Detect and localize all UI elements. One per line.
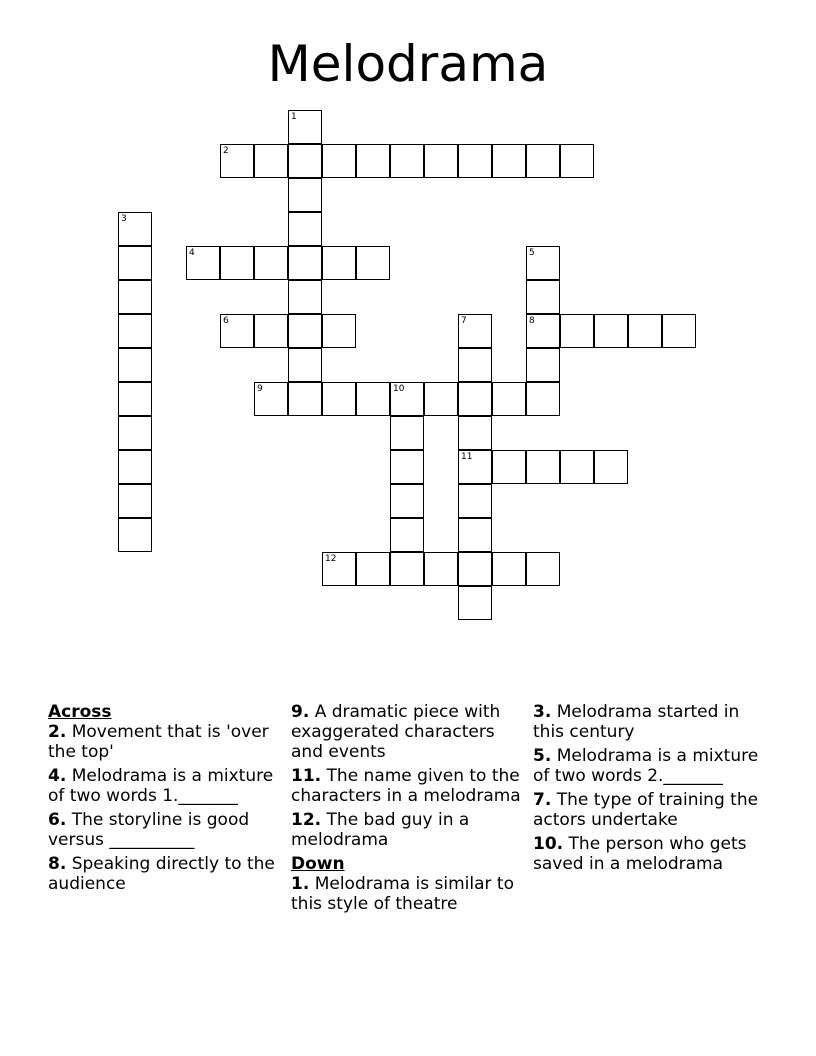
- grid-cell[interactable]: [118, 382, 152, 416]
- grid-cell[interactable]: [322, 314, 356, 348]
- clue-column-1: [48, 702, 280, 898]
- clue-number: 11: [461, 452, 473, 462]
- grid-cell[interactable]: [526, 280, 560, 314]
- clue-across-9: 9. A dramatic piece with exaggerated characters and events: [291, 702, 501, 762]
- grid-cell[interactable]: [390, 144, 424, 178]
- grid-cell[interactable]: [526, 348, 560, 382]
- clue-across-4: 4. Melodrama is a mixture of two words 1._______: [48, 766, 274, 806]
- grid-cell[interactable]: [288, 212, 322, 246]
- grid-cell[interactable]: [390, 552, 424, 586]
- clue-number: 8: [529, 316, 535, 326]
- clue-down-10: 10. The person who gets saved in a melodrama: [533, 834, 747, 874]
- clue-down-1: 1. Melodrama is similar to this style of theatre: [291, 874, 514, 914]
- grid-cell[interactable]: [118, 348, 152, 382]
- grid-cell[interactable]: [458, 144, 492, 178]
- grid-cell[interactable]: [458, 382, 492, 416]
- clue-number: 3: [121, 214, 127, 224]
- clue-number: 10: [393, 384, 405, 394]
- grid-cell[interactable]: [390, 416, 424, 450]
- grid-cell[interactable]: [356, 246, 390, 280]
- grid-cell[interactable]: [118, 416, 152, 450]
- grid-cell[interactable]: [288, 144, 322, 178]
- grid-cell[interactable]: [220, 246, 254, 280]
- grid-cell[interactable]: [322, 382, 356, 416]
- grid-cell[interactable]: [390, 484, 424, 518]
- grid-cell[interactable]: [526, 382, 560, 416]
- grid-cell[interactable]: [356, 144, 390, 178]
- grid-cell[interactable]: [322, 144, 356, 178]
- grid-cell[interactable]: [560, 314, 594, 348]
- clue-number: 9: [257, 384, 263, 394]
- grid-cell[interactable]: [560, 450, 594, 484]
- grid-cell[interactable]: [458, 484, 492, 518]
- puzzle-title: Melodrama: [267, 35, 549, 93]
- grid-cell[interactable]: [288, 382, 322, 416]
- grid-cell[interactable]: [288, 348, 322, 382]
- grid-cell[interactable]: [118, 314, 152, 348]
- grid-cell[interactable]: [356, 382, 390, 416]
- grid-cell[interactable]: [288, 314, 322, 348]
- clue-down-3: 3. Melodrama started in this century: [533, 702, 740, 742]
- clue-number: 6: [223, 316, 229, 326]
- clue-across-8: 8. Speaking directly to the audience: [48, 854, 275, 894]
- grid-cell[interactable]: [118, 484, 152, 518]
- grid-cell[interactable]: [118, 450, 152, 484]
- grid-cell[interactable]: [118, 246, 152, 280]
- grid-cell[interactable]: [254, 144, 288, 178]
- grid-cell[interactable]: [288, 280, 322, 314]
- clue-column-3: [533, 702, 765, 878]
- clue-across-12: 12. The bad guy in a melodrama: [291, 810, 470, 850]
- clue-number: 2: [223, 146, 229, 156]
- clue-column-2: [291, 702, 523, 918]
- grid-cell[interactable]: [492, 450, 526, 484]
- grid-cell[interactable]: [118, 518, 152, 552]
- down-heading: Down: [291, 854, 345, 874]
- grid-cell[interactable]: [594, 314, 628, 348]
- grid-cell[interactable]: [458, 518, 492, 552]
- grid-cell[interactable]: [492, 552, 526, 586]
- grid-cell[interactable]: [458, 552, 492, 586]
- clue-number: 4: [189, 248, 195, 258]
- grid-cell[interactable]: [390, 518, 424, 552]
- clue-across-6: 6. The storyline is good versus __________: [48, 810, 250, 850]
- grid-cell[interactable]: [390, 450, 424, 484]
- clue-down-5: 5. Melodrama is a mixture of two words 2._______: [533, 746, 759, 786]
- clue-number: 12: [325, 554, 337, 564]
- grid-cell[interactable]: [492, 382, 526, 416]
- grid-cell[interactable]: [560, 144, 594, 178]
- grid-cell[interactable]: [662, 314, 696, 348]
- grid-cell[interactable]: [356, 552, 390, 586]
- grid-cell[interactable]: [288, 246, 322, 280]
- grid-cell[interactable]: [424, 552, 458, 586]
- grid-cell[interactable]: [424, 382, 458, 416]
- grid-cell[interactable]: [424, 144, 458, 178]
- grid-cell[interactable]: [492, 144, 526, 178]
- clue-across-11: 11. The name given to the characters in a melodrama: [291, 766, 521, 806]
- clue-across-2: 2. Movement that is 'over the top': [48, 722, 269, 762]
- grid-cell[interactable]: [526, 450, 560, 484]
- clue-number: 7: [461, 316, 467, 326]
- clue-number: 1: [291, 112, 297, 122]
- grid-cell[interactable]: [458, 586, 492, 620]
- grid-cell[interactable]: [458, 416, 492, 450]
- grid-cell[interactable]: [254, 246, 288, 280]
- grid-cell[interactable]: [526, 144, 560, 178]
- across-heading: Across: [48, 702, 112, 722]
- grid-cell[interactable]: [118, 280, 152, 314]
- grid-cell[interactable]: [526, 552, 560, 586]
- clue-number: 5: [529, 248, 535, 258]
- grid-cell[interactable]: [322, 246, 356, 280]
- grid-cell[interactable]: [254, 314, 288, 348]
- grid-cell[interactable]: [288, 178, 322, 212]
- grid-cell[interactable]: [628, 314, 662, 348]
- grid-cell[interactable]: [594, 450, 628, 484]
- clue-down-7: 7. The type of training the actors undertake: [533, 790, 759, 830]
- grid-cell[interactable]: [458, 348, 492, 382]
